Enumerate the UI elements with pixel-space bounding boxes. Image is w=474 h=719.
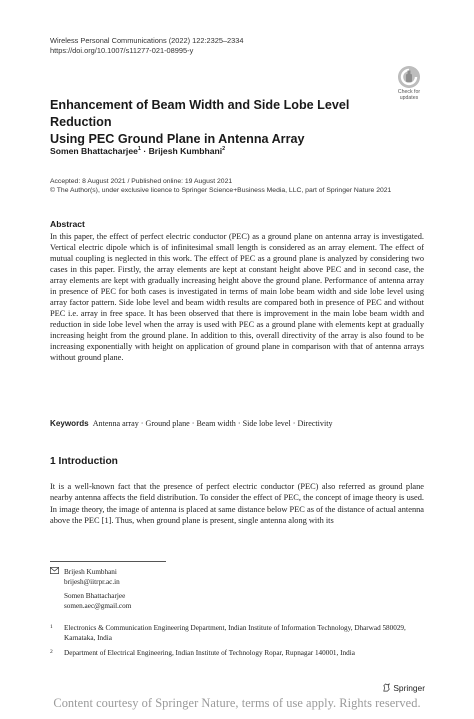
badge-label-line1: Check for bbox=[397, 89, 421, 95]
envelope-icon bbox=[50, 567, 64, 578]
doi-link[interactable]: https://doi.org/10.1007/s11277-021-08995-y bbox=[50, 46, 194, 55]
springer-horse-icon bbox=[382, 683, 391, 693]
badge-label-line2: updates bbox=[399, 95, 419, 101]
author-name: Somen Bhattacharjee bbox=[50, 146, 138, 156]
introduction-text: It is a well-known fact that the presence of perfect electric conductor (PEC) also referred as ground plane nearby antenna affects the field distribution. To consider the effect of PEC, the concept of image theory is used. In image theory, the image of antenna is placed at same distance below PEC as of the distance of actual antenna above the PEC [1]. Thus, when ground plane is present, single antenna along with its bbox=[50, 482, 424, 526]
corresponding-author-block bbox=[50, 567, 131, 611]
keywords-label: Keywords bbox=[50, 419, 89, 428]
author-list bbox=[50, 146, 225, 156]
contact-name: Somen Bhattacharjee bbox=[64, 592, 126, 600]
author-name: Brijesh Kumbhani bbox=[148, 146, 223, 156]
abstract-text: In this paper, the effect of perfect electric conductor (PEC) as a ground plane on antenna array is investigated. Vertical electric dipole which is of infinitesimal small length is considered as an array element. The effect of mutual coupling is neglected in this work. The effect of PEC as a ground plane is analyzed by considering two cases in this paper. Firstly, the array elements are kept at constant height above PEC and in second case, the array elements are kept with gradually increasing height above the ground plane. Performance of antenna array in presence of PEC for both cases is investigated in terms of main lobe beam width and side lobe level using array factor pattern. Side lobe level and beam width results are compared both in presence of PEC and without PEC i.e. array in free space. It has been observed that there is improvement in the main lobe beam width and reduction in side lobe level when the array is used with PEC as a ground plane with elements kept at gradually increasing height from the ground plane. In addition to this, overall directivity of the array is also found to be increasing exponentially with height on application of ground plane in comparison with that of antenna arrays without ground plane. bbox=[50, 232, 424, 362]
title-line-1: Enhancement of Beam Width and Side Lobe Level Reduction bbox=[50, 98, 350, 129]
contact-email[interactable]: brijesh@iitrpr.ac.in bbox=[64, 577, 120, 586]
affiliation-footnote bbox=[50, 624, 424, 643]
title-line-2: Using PEC Ground Plane in Antenna Array bbox=[50, 132, 305, 146]
publisher-name: Springer bbox=[393, 683, 425, 693]
keywords bbox=[50, 418, 424, 429]
abstract-heading: Abstract bbox=[50, 219, 85, 229]
paper-title bbox=[50, 97, 390, 148]
journal-citation: Wireless Personal Communications (2022) 122:2325–2334 bbox=[50, 36, 244, 45]
affiliation-footnote bbox=[50, 649, 424, 659]
footnote-text: Department of Electrical Engineering, Indian Institute of Technology Ropar, Rupnagar 140001, India bbox=[64, 649, 355, 657]
footnote-number: 1 bbox=[50, 624, 53, 630]
keywords-text: Antenna array · Ground plane · Beam width · Side lobe level · Directivity bbox=[92, 419, 333, 428]
journal-header bbox=[50, 36, 244, 56]
section-heading: 1 Introduction bbox=[50, 456, 118, 467]
footnote-number: 2 bbox=[50, 649, 53, 655]
publisher-logo bbox=[382, 683, 425, 693]
publication-dates bbox=[50, 177, 450, 195]
check-for-updates-badge[interactable] bbox=[394, 66, 424, 101]
contact-name: Brijesh Kumbhani bbox=[64, 568, 117, 576]
dates-line: Accepted: 8 August 2021 / Published online: 19 August 2021 bbox=[50, 178, 233, 185]
footnote-text: Electronics & Communication Engineering Department, Indian Institute of Information Technology, Dharwad 580029, Karnataka, India bbox=[64, 624, 406, 642]
author-separator: · bbox=[140, 146, 149, 156]
affiliation-marker: 1 bbox=[137, 146, 141, 153]
affiliation-marker: 2 bbox=[222, 146, 226, 153]
contact-email[interactable]: somen.aec@gmail.com bbox=[64, 601, 132, 610]
check-for-updates-icon bbox=[398, 66, 420, 88]
courtesy-watermark: Content courtesy of Springer Nature, terms of use apply. Rights reserved. bbox=[53, 696, 421, 710]
copyright-line: © The Author(s), under exclusive licence to Springer Science+Business Media, LLC, part of Springer Nature 2021 bbox=[50, 187, 392, 194]
footnote-divider bbox=[50, 561, 166, 562]
